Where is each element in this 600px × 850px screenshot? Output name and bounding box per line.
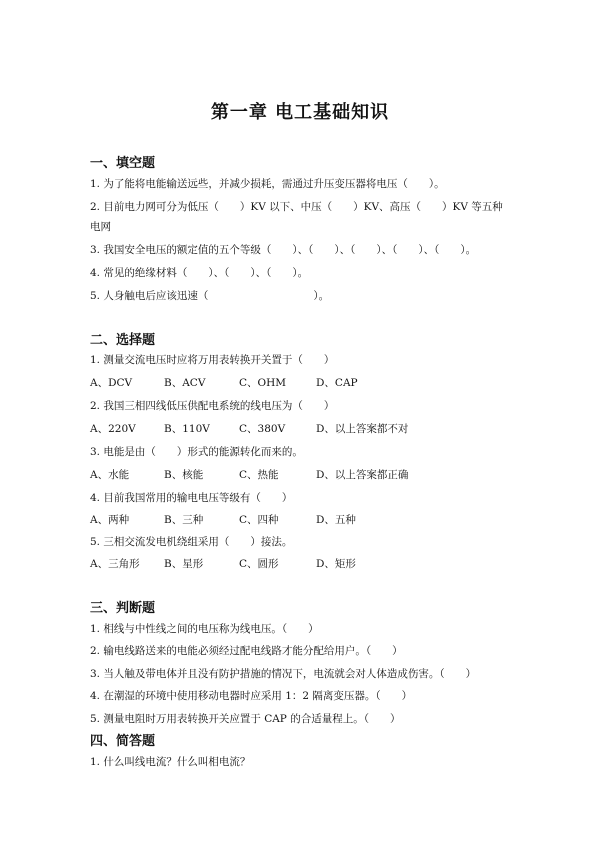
choice-q3-option-a: A、水能 — [90, 469, 130, 481]
choice-q2-option-d: D、以上答案都不对 — [316, 423, 409, 435]
choice-q4-option-a: A、两种 — [90, 514, 130, 526]
choice-q5-option-a: A、三角形 — [90, 558, 140, 570]
judgement-q1: 1. 相线与中性线之间的电压称为线电压。（ ） — [90, 623, 319, 635]
fill-in-q3: 3. 我国安全电压的额定值的五个等级（ ）、（ ）、（ ）、（ ）、（ ）。 — [90, 244, 477, 256]
fill-in-q5: 5. 人身触电后应该迅速（ ）。 — [90, 290, 330, 302]
section-heading-choice: 二、选择题 — [90, 333, 156, 348]
choice-q4-option-c: C、四种 — [239, 514, 279, 526]
fill-in-q4: 4. 常见的绝缘材料（ ）、（ ）、（ ）。 — [90, 267, 309, 279]
choice-q2-option-a: A、220V — [90, 423, 136, 435]
choice-q3: 3. 电能是由（ ）形式的能源转化而来的。 — [90, 446, 303, 458]
choice-q1: 1. 测量交流电压时应将万用表转换开关置于（ ） — [90, 354, 335, 366]
choice-q3-option-c: C、热能 — [239, 469, 279, 481]
section-heading-judgement: 三、判断题 — [90, 601, 156, 616]
fill-in-q2-cont: 电网 — [90, 221, 111, 233]
choice-q2-option-b: B、110V — [164, 423, 210, 435]
judgement-q4: 4. 在潮湿的环境中使用移动电器时应采用 1：2 隔离变压器。（ ） — [90, 690, 413, 702]
choice-q4: 4. 目前我国常用的输电电压等级有（ ） — [90, 492, 293, 504]
choice-q1-option-b: B、ACV — [164, 377, 206, 389]
choice-q2-option-c: C、380V — [239, 423, 286, 435]
choice-q3-option-d: D、以上答案都正确 — [316, 469, 409, 481]
choice-q4-option-d: D、五种 — [316, 514, 356, 526]
choice-q5-option-c: C、圆形 — [239, 558, 279, 570]
choice-q5-option-b: B、星形 — [164, 558, 204, 570]
choice-q2: 2. 我国三相四线低压供配电系统的线电压为（ ） — [90, 400, 335, 412]
judgement-q2: 2. 输电线路送来的电能必须经过配电线路才能分配给用户。（ ） — [90, 645, 403, 657]
judgement-q5: 5. 测量电阻时万用表转换开关应置于 CAP 的合适量程上。（ ） — [90, 713, 401, 725]
fill-in-q2: 2. 目前电力网可分为低压（ ）KV 以下、中压（ ）KV、高压（ ）KV 等五种 — [90, 201, 503, 213]
judgement-q3: 3. 当人触及带电体并且没有防护措施的情况下，电流就会对人体造成伤害。（ ） — [90, 668, 477, 680]
section-heading-fill-in: 一、填空题 — [90, 156, 156, 171]
short-answer-q1: 1. 什么叫线电流？什么叫相电流？ — [90, 756, 251, 768]
choice-q5-option-d: D、矩形 — [316, 558, 356, 570]
choice-q1-option-d: D、CAP — [316, 377, 358, 389]
section-heading-short-answer: 四、简答题 — [90, 734, 156, 749]
choice-q3-option-b: B、核能 — [164, 469, 204, 481]
choice-q5: 5. 三相交流发电机绕组采用（ ）接法。 — [90, 536, 293, 548]
choice-q1-option-a: A、DCV — [90, 377, 133, 389]
chapter-title: 第一章 电工基础知识 — [210, 102, 390, 123]
choice-q1-option-c: C、OHM — [239, 377, 287, 389]
fill-in-q1: 1. 为了能将电能输送远些，并减少损耗，需通过升压变压器将电压（ ）。 — [90, 178, 445, 190]
choice-q4-option-b: B、三种 — [164, 514, 204, 526]
